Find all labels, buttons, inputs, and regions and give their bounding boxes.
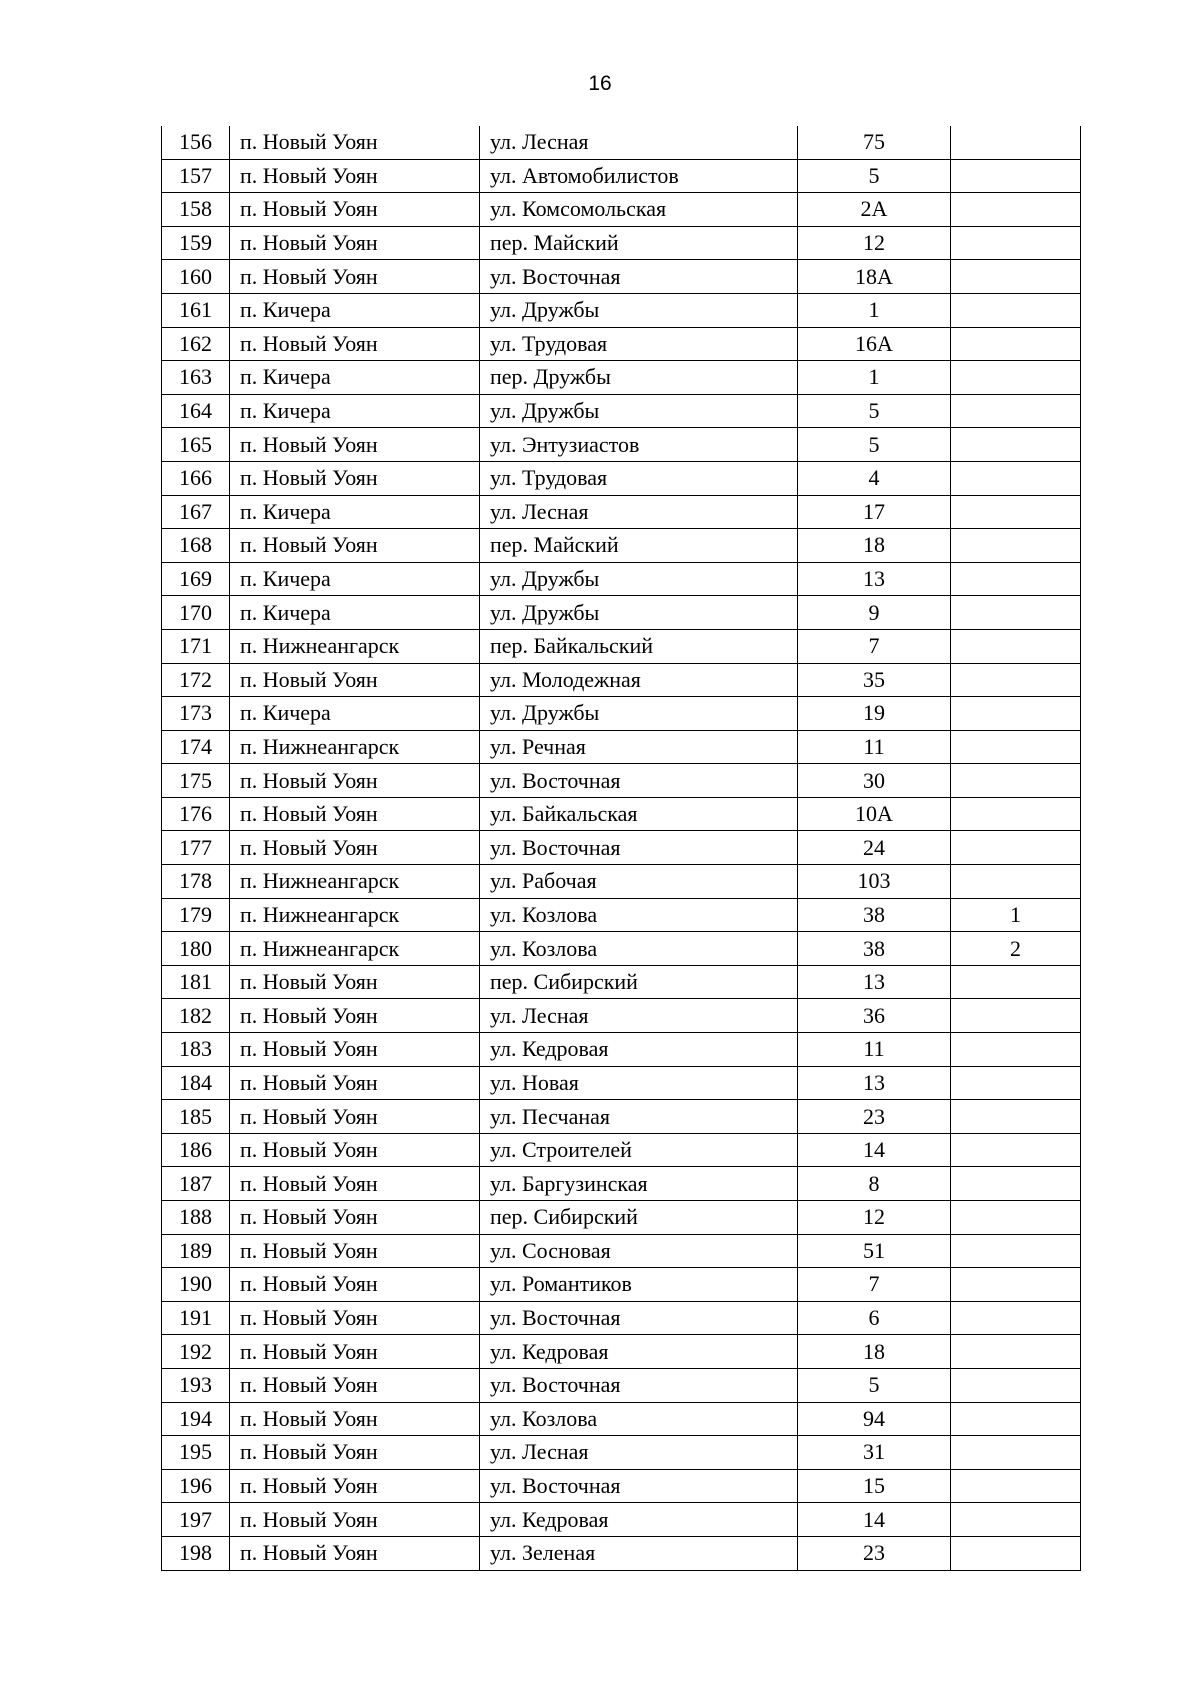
table-row <box>162 529 1081 563</box>
street-cell: ул. Речная <box>480 730 798 764</box>
row-number-cell: 179 <box>162 898 230 932</box>
street-cell: ул. Дружбы <box>480 394 798 428</box>
apartment-cell <box>951 361 1081 395</box>
apartment-cell <box>951 999 1081 1033</box>
row-number-cell: 189 <box>162 1234 230 1268</box>
apartment-cell <box>951 1167 1081 1201</box>
settlement-cell: п. Новый Уоян <box>230 1234 480 1268</box>
table-row <box>162 697 1081 731</box>
apartment-cell <box>951 1201 1081 1235</box>
apartment-cell <box>951 663 1081 697</box>
table-row <box>162 1268 1081 1302</box>
apartment-cell <box>951 126 1081 159</box>
table-row <box>162 999 1081 1033</box>
row-number-cell: 170 <box>162 596 230 630</box>
apartment-cell <box>951 1469 1081 1503</box>
house-number-cell: 4 <box>798 461 951 495</box>
apartment-cell <box>951 1536 1081 1570</box>
street-cell: ул. Лесная <box>480 495 798 529</box>
house-number-cell: 6 <box>798 1301 951 1335</box>
street-cell: пер. Майский <box>480 529 798 563</box>
settlement-cell: п. Новый Уоян <box>230 1536 480 1570</box>
apartment-cell <box>951 697 1081 731</box>
settlement-cell: п. Нижнеангарск <box>230 898 480 932</box>
table-row <box>162 1469 1081 1503</box>
street-cell: пер. Сибирский <box>480 1201 798 1235</box>
settlement-cell: п. Новый Уоян <box>230 965 480 999</box>
row-number-cell: 171 <box>162 629 230 663</box>
table-row <box>162 1503 1081 1537</box>
house-number-cell: 14 <box>798 1133 951 1167</box>
table-row <box>162 260 1081 294</box>
table-row <box>162 1167 1081 1201</box>
table-row <box>162 126 1081 159</box>
settlement-cell: п. Новый Уоян <box>230 999 480 1033</box>
street-cell: ул. Восточная <box>480 764 798 798</box>
street-cell: пер. Дружбы <box>480 361 798 395</box>
house-number-cell: 13 <box>798 965 951 999</box>
settlement-cell: п. Новый Уоян <box>230 1335 480 1369</box>
apartment-cell <box>951 1368 1081 1402</box>
table-row <box>162 1033 1081 1067</box>
house-number-cell: 18А <box>798 260 951 294</box>
settlement-cell: п. Кичера <box>230 596 480 630</box>
table-row <box>162 1436 1081 1470</box>
table-row <box>162 394 1081 428</box>
apartment-cell <box>951 1301 1081 1335</box>
apartment-cell <box>951 629 1081 663</box>
row-number-cell: 188 <box>162 1201 230 1235</box>
row-number-cell: 162 <box>162 327 230 361</box>
apartment-cell: 2 <box>951 932 1081 966</box>
row-number-cell: 167 <box>162 495 230 529</box>
apartment-cell <box>951 193 1081 227</box>
apartment-cell <box>951 965 1081 999</box>
table-row <box>162 1335 1081 1369</box>
street-cell: ул. Трудовая <box>480 327 798 361</box>
table-row <box>162 159 1081 193</box>
house-number-cell: 9 <box>798 596 951 630</box>
row-number-cell: 177 <box>162 831 230 865</box>
settlement-cell: п. Новый Уоян <box>230 1268 480 1302</box>
table-row <box>162 797 1081 831</box>
row-number-cell: 156 <box>162 126 230 159</box>
street-cell: ул. Рабочая <box>480 865 798 899</box>
street-cell: ул. Кедровая <box>480 1503 798 1537</box>
row-number-cell: 175 <box>162 764 230 798</box>
street-cell: ул. Козлова <box>480 898 798 932</box>
address-table <box>161 126 1081 1571</box>
settlement-cell: п. Кичера <box>230 361 480 395</box>
settlement-cell: п. Новый Уоян <box>230 1436 480 1470</box>
settlement-cell: п. Кичера <box>230 495 480 529</box>
row-number-cell: 193 <box>162 1368 230 1402</box>
apartment-cell <box>951 596 1081 630</box>
street-cell: ул. Байкальская <box>480 797 798 831</box>
settlement-cell: п. Новый Уоян <box>230 1301 480 1335</box>
street-cell: ул. Лесная <box>480 126 798 159</box>
settlement-cell: п. Новый Уоян <box>230 529 480 563</box>
house-number-cell: 36 <box>798 999 951 1033</box>
table-row <box>162 629 1081 663</box>
table-row <box>162 1133 1081 1167</box>
row-number-cell: 194 <box>162 1402 230 1436</box>
apartment-cell <box>951 226 1081 260</box>
apartment-cell <box>951 1436 1081 1470</box>
row-number-cell: 187 <box>162 1167 230 1201</box>
row-number-cell: 160 <box>162 260 230 294</box>
house-number-cell: 75 <box>798 126 951 159</box>
apartment-cell <box>951 428 1081 462</box>
table-row <box>162 361 1081 395</box>
street-cell: ул. Песчаная <box>480 1100 798 1134</box>
house-number-cell: 8 <box>798 1167 951 1201</box>
street-cell: ул. Автомобилистов <box>480 159 798 193</box>
house-number-cell: 19 <box>798 697 951 731</box>
table-row <box>162 898 1081 932</box>
settlement-cell: п. Кичера <box>230 562 480 596</box>
apartment-cell <box>951 831 1081 865</box>
address-table-body <box>162 126 1081 1570</box>
settlement-cell: п. Новый Уоян <box>230 193 480 227</box>
row-number-cell: 157 <box>162 159 230 193</box>
settlement-cell: п. Новый Уоян <box>230 159 480 193</box>
street-cell: ул. Строителей <box>480 1133 798 1167</box>
table-row <box>162 1368 1081 1402</box>
apartment-cell: 1 <box>951 898 1081 932</box>
house-number-cell: 5 <box>798 159 951 193</box>
street-cell: ул. Восточная <box>480 260 798 294</box>
table-row <box>162 293 1081 327</box>
table-row <box>162 865 1081 899</box>
house-number-cell: 18 <box>798 1335 951 1369</box>
table-row <box>162 1066 1081 1100</box>
street-cell: пер. Байкальский <box>480 629 798 663</box>
apartment-cell <box>951 1100 1081 1134</box>
apartment-cell <box>951 1033 1081 1067</box>
house-number-cell: 14 <box>798 1503 951 1537</box>
settlement-cell: п. Новый Уоян <box>230 797 480 831</box>
apartment-cell <box>951 495 1081 529</box>
house-number-cell: 24 <box>798 831 951 865</box>
row-number-cell: 196 <box>162 1469 230 1503</box>
apartment-cell <box>951 1335 1081 1369</box>
street-cell: ул. Баргузинская <box>480 1167 798 1201</box>
apartment-cell <box>951 1234 1081 1268</box>
table-row <box>162 932 1081 966</box>
row-number-cell: 191 <box>162 1301 230 1335</box>
house-number-cell: 11 <box>798 1033 951 1067</box>
settlement-cell: п. Новый Уоян <box>230 1167 480 1201</box>
apartment-cell <box>951 159 1081 193</box>
house-number-cell: 7 <box>798 629 951 663</box>
row-number-cell: 168 <box>162 529 230 563</box>
street-cell: ул. Новая <box>480 1066 798 1100</box>
table-row <box>162 428 1081 462</box>
settlement-cell: п. Новый Уоян <box>230 1503 480 1537</box>
settlement-cell: п. Нижнеангарск <box>230 730 480 764</box>
settlement-cell: п. Новый Уоян <box>230 461 480 495</box>
street-cell: ул. Зеленая <box>480 1536 798 1570</box>
row-number-cell: 165 <box>162 428 230 462</box>
house-number-cell: 30 <box>798 764 951 798</box>
settlement-cell: п. Новый Уоян <box>230 226 480 260</box>
house-number-cell: 12 <box>798 1201 951 1235</box>
row-number-cell: 174 <box>162 730 230 764</box>
settlement-cell: п. Новый Уоян <box>230 1469 480 1503</box>
row-number-cell: 184 <box>162 1066 230 1100</box>
house-number-cell: 1 <box>798 293 951 327</box>
apartment-cell <box>951 1503 1081 1537</box>
apartment-cell <box>951 461 1081 495</box>
apartment-cell <box>951 562 1081 596</box>
apartment-cell <box>951 764 1081 798</box>
apartment-cell <box>951 730 1081 764</box>
house-number-cell: 5 <box>798 428 951 462</box>
house-number-cell: 13 <box>798 1066 951 1100</box>
street-cell: ул. Трудовая <box>480 461 798 495</box>
street-cell: пер. Майский <box>480 226 798 260</box>
row-number-cell: 197 <box>162 1503 230 1537</box>
row-number-cell: 158 <box>162 193 230 227</box>
table-row <box>162 327 1081 361</box>
row-number-cell: 181 <box>162 965 230 999</box>
street-cell: ул. Восточная <box>480 1469 798 1503</box>
table-row <box>162 663 1081 697</box>
house-number-cell: 18 <box>798 529 951 563</box>
house-number-cell: 17 <box>798 495 951 529</box>
house-number-cell: 103 <box>798 865 951 899</box>
house-number-cell: 23 <box>798 1536 951 1570</box>
street-cell: ул. Дружбы <box>480 562 798 596</box>
settlement-cell: п. Нижнеангарск <box>230 932 480 966</box>
settlement-cell: п. Кичера <box>230 293 480 327</box>
table-row <box>162 965 1081 999</box>
apartment-cell <box>951 1268 1081 1302</box>
row-number-cell: 183 <box>162 1033 230 1067</box>
table-row <box>162 461 1081 495</box>
house-number-cell: 1 <box>798 361 951 395</box>
row-number-cell: 161 <box>162 293 230 327</box>
settlement-cell: п. Новый Уоян <box>230 327 480 361</box>
row-number-cell: 180 <box>162 932 230 966</box>
street-cell: ул. Кедровая <box>480 1335 798 1369</box>
apartment-cell <box>951 865 1081 899</box>
street-cell: ул. Дружбы <box>480 697 798 731</box>
row-number-cell: 182 <box>162 999 230 1033</box>
row-number-cell: 176 <box>162 797 230 831</box>
house-number-cell: 5 <box>798 394 951 428</box>
settlement-cell: п. Новый Уоян <box>230 1066 480 1100</box>
apartment-cell <box>951 1133 1081 1167</box>
house-number-cell: 15 <box>798 1469 951 1503</box>
street-cell: ул. Дружбы <box>480 293 798 327</box>
row-number-cell: 159 <box>162 226 230 260</box>
house-number-cell: 23 <box>798 1100 951 1134</box>
street-cell: ул. Энтузиастов <box>480 428 798 462</box>
house-number-cell: 11 <box>798 730 951 764</box>
row-number-cell: 185 <box>162 1100 230 1134</box>
street-cell: ул. Молодежная <box>480 663 798 697</box>
apartment-cell <box>951 327 1081 361</box>
street-cell: ул. Лесная <box>480 999 798 1033</box>
table-row <box>162 764 1081 798</box>
page-number: 16 <box>588 72 612 95</box>
table-row <box>162 1536 1081 1570</box>
table-row <box>162 562 1081 596</box>
table-row <box>162 226 1081 260</box>
settlement-cell: п. Нижнеангарск <box>230 629 480 663</box>
street-cell: ул. Козлова <box>480 1402 798 1436</box>
street-cell: ул. Восточная <box>480 831 798 865</box>
settlement-cell: п. Новый Уоян <box>230 1033 480 1067</box>
table-row <box>162 1100 1081 1134</box>
apartment-cell <box>951 1402 1081 1436</box>
table-row <box>162 1201 1081 1235</box>
house-number-cell: 10А <box>798 797 951 831</box>
street-cell: ул. Сосновая <box>480 1234 798 1268</box>
table-row <box>162 193 1081 227</box>
house-number-cell: 2А <box>798 193 951 227</box>
house-number-cell: 38 <box>798 898 951 932</box>
house-number-cell: 7 <box>798 1268 951 1302</box>
row-number-cell: 192 <box>162 1335 230 1369</box>
settlement-cell: п. Новый Уоян <box>230 831 480 865</box>
settlement-cell: п. Нижнеангарск <box>230 865 480 899</box>
table-row <box>162 596 1081 630</box>
settlement-cell: п. Новый Уоян <box>230 1368 480 1402</box>
house-number-cell: 94 <box>798 1402 951 1436</box>
house-number-cell: 38 <box>798 932 951 966</box>
settlement-cell: п. Новый Уоян <box>230 1402 480 1436</box>
settlement-cell: п. Кичера <box>230 697 480 731</box>
row-number-cell: 190 <box>162 1268 230 1302</box>
street-cell: ул. Лесная <box>480 1436 798 1470</box>
settlement-cell: п. Новый Уоян <box>230 428 480 462</box>
row-number-cell: 166 <box>162 461 230 495</box>
house-number-cell: 13 <box>798 562 951 596</box>
apartment-cell <box>951 529 1081 563</box>
table-row <box>162 1402 1081 1436</box>
settlement-cell: п. Новый Уоян <box>230 1201 480 1235</box>
house-number-cell: 16А <box>798 327 951 361</box>
house-number-cell: 51 <box>798 1234 951 1268</box>
street-cell: ул. Восточная <box>480 1301 798 1335</box>
street-cell: ул. Дружбы <box>480 596 798 630</box>
street-cell: ул. Восточная <box>480 1368 798 1402</box>
street-cell: ул. Комсомольская <box>480 193 798 227</box>
table-row <box>162 495 1081 529</box>
table-row <box>162 730 1081 764</box>
street-cell: ул. Романтиков <box>480 1268 798 1302</box>
table-row <box>162 1234 1081 1268</box>
settlement-cell: п. Новый Уоян <box>230 663 480 697</box>
settlement-cell: п. Новый Уоян <box>230 1133 480 1167</box>
street-cell: ул. Козлова <box>480 932 798 966</box>
house-number-cell: 5 <box>798 1368 951 1402</box>
settlement-cell: п. Кичера <box>230 394 480 428</box>
house-number-cell: 35 <box>798 663 951 697</box>
apartment-cell <box>951 394 1081 428</box>
table-row <box>162 831 1081 865</box>
house-number-cell: 12 <box>798 226 951 260</box>
house-number-cell: 31 <box>798 1436 951 1470</box>
settlement-cell: п. Новый Уоян <box>230 260 480 294</box>
street-cell: пер. Сибирский <box>480 965 798 999</box>
settlement-cell: п. Новый Уоян <box>230 126 480 159</box>
settlement-cell: п. Новый Уоян <box>230 764 480 798</box>
apartment-cell <box>951 293 1081 327</box>
row-number-cell: 198 <box>162 1536 230 1570</box>
row-number-cell: 169 <box>162 562 230 596</box>
settlement-cell: п. Новый Уоян <box>230 1100 480 1134</box>
apartment-cell <box>951 1066 1081 1100</box>
row-number-cell: 163 <box>162 361 230 395</box>
apartment-cell <box>951 797 1081 831</box>
row-number-cell: 164 <box>162 394 230 428</box>
street-cell: ул. Кедровая <box>480 1033 798 1067</box>
table-row <box>162 1301 1081 1335</box>
row-number-cell: 195 <box>162 1436 230 1470</box>
apartment-cell <box>951 260 1081 294</box>
row-number-cell: 172 <box>162 663 230 697</box>
row-number-cell: 186 <box>162 1133 230 1167</box>
row-number-cell: 173 <box>162 697 230 731</box>
row-number-cell: 178 <box>162 865 230 899</box>
